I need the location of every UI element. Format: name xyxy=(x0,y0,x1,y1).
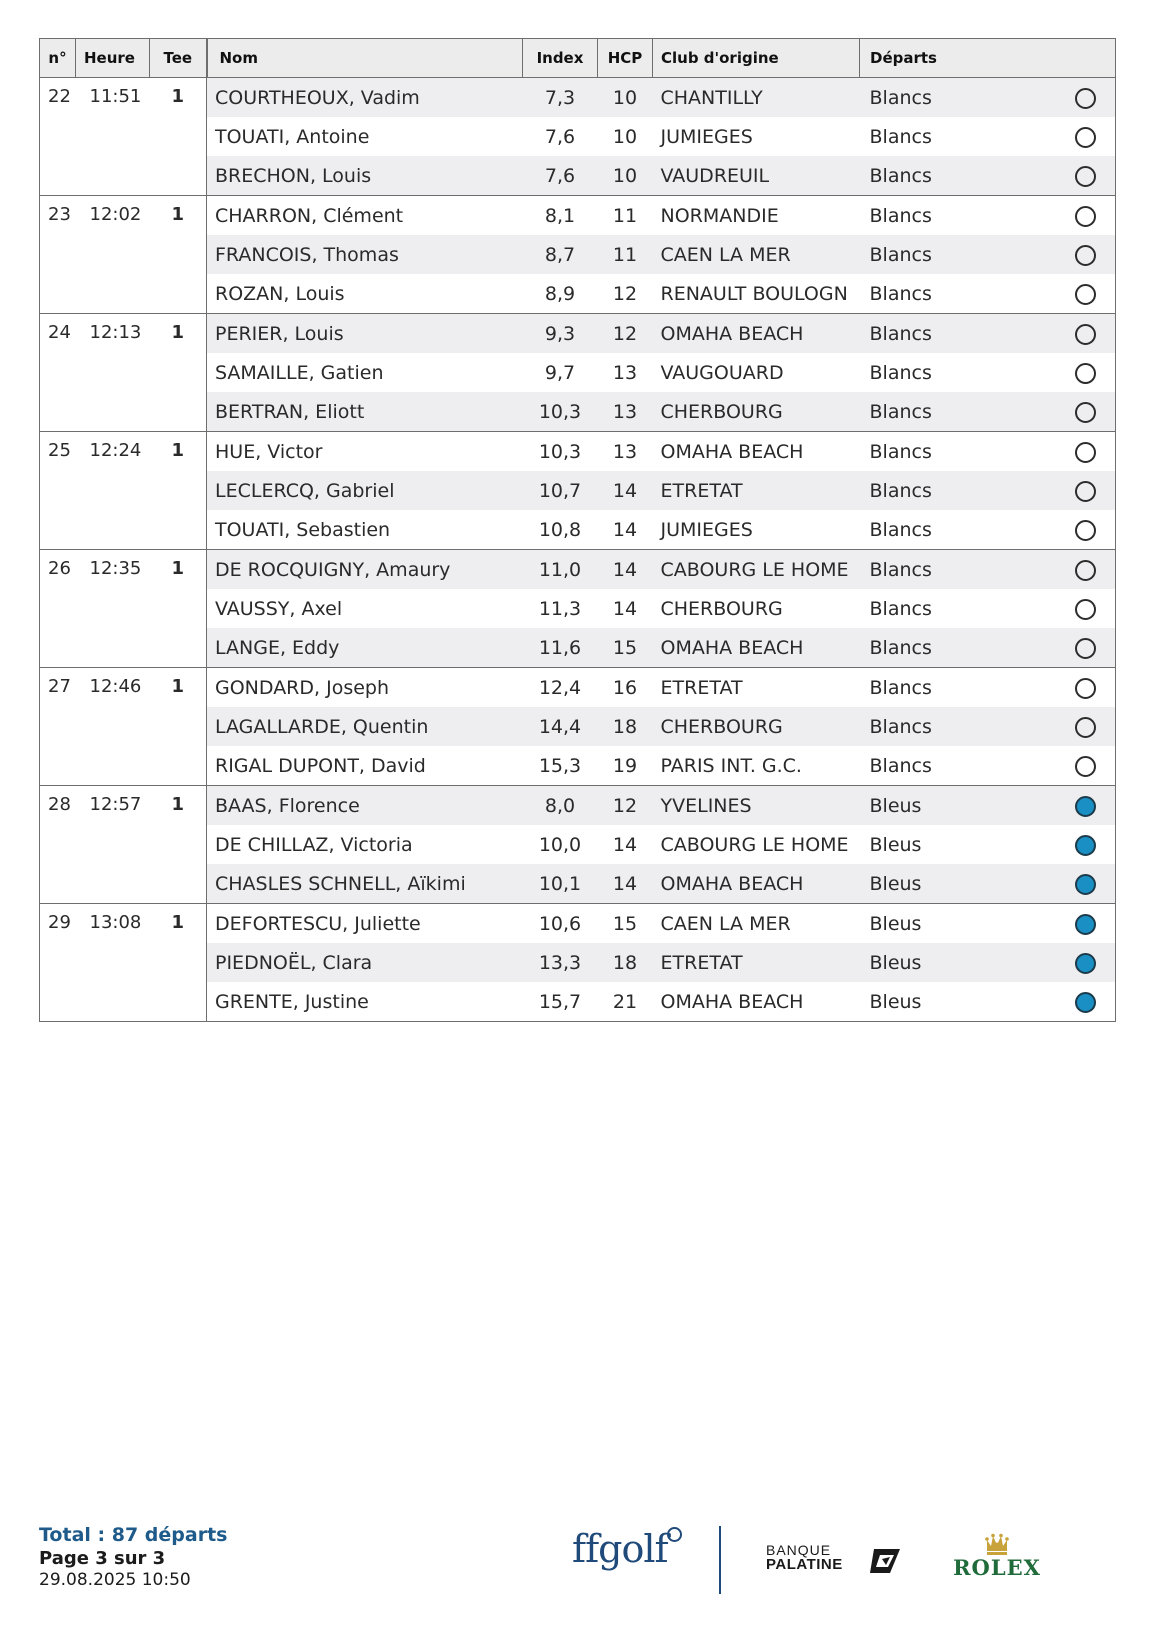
group-number: 24 xyxy=(40,314,76,432)
player-departure: Bleus xyxy=(860,943,1057,982)
player-name: HUE, Victor xyxy=(207,432,523,472)
player-row xyxy=(40,668,1116,708)
player-index: 11,3 xyxy=(538,597,582,620)
player-name: DE CHILLAZ, Victoria xyxy=(207,825,523,864)
white-tee-circle-icon xyxy=(1075,442,1096,463)
player-index: 8,9 xyxy=(544,282,576,305)
group-number: 25 xyxy=(40,432,76,550)
player-index: 10,0 xyxy=(538,833,582,856)
tee-number: 1 xyxy=(150,786,207,904)
player-row xyxy=(40,78,1116,118)
tee-marker-cell xyxy=(1057,668,1116,708)
player-departure: Bleus xyxy=(860,904,1057,944)
player-club: JUMIEGES xyxy=(660,125,753,148)
tee-number: 1 xyxy=(150,196,207,314)
palatine-emblem-icon xyxy=(868,1545,902,1575)
group-number: 27 xyxy=(40,668,76,786)
tee-time: 13:08 xyxy=(76,904,150,1022)
white-tee-circle-icon xyxy=(1075,560,1096,581)
player-index: 8,0 xyxy=(523,786,598,826)
player-departure: Blancs xyxy=(869,754,932,777)
player-index: 14,4 xyxy=(523,707,598,746)
player-departure: Blancs xyxy=(860,196,1057,236)
tee-marker-cell xyxy=(1057,589,1116,628)
tee-number: 1 xyxy=(150,668,207,786)
player-club: OMAHA BEACH xyxy=(660,990,804,1013)
tee-marker-cell xyxy=(1057,78,1116,118)
rolex-word: ROLEX xyxy=(953,1555,1041,1580)
tee-marker-cell xyxy=(1057,510,1116,550)
tee-number: 1 xyxy=(150,432,207,550)
white-tee-circle-icon xyxy=(1075,599,1096,620)
player-departure: Blancs xyxy=(860,235,1057,274)
player-name: CHASLES SCHNELL, Aïkimi xyxy=(207,864,523,904)
player-index: 15,7 xyxy=(538,990,582,1013)
player-name: CHARRON, Clément xyxy=(207,196,523,236)
player-row xyxy=(40,904,1116,944)
col-header-heure: Heure xyxy=(76,39,150,78)
player-club: VAUGOUARD xyxy=(660,361,784,384)
player-index: 7,6 xyxy=(544,125,576,148)
player-club: CHERBOURG xyxy=(660,597,783,620)
tee-marker-cell xyxy=(1057,392,1116,432)
tee-time: 12:35 xyxy=(76,550,150,668)
white-tee-circle-icon xyxy=(1075,717,1096,738)
player-departure: Bleus xyxy=(869,833,922,856)
player-departure: Bleus xyxy=(860,786,1057,826)
player-index: 11,6 xyxy=(523,628,598,668)
player-club: CHANTILLY xyxy=(653,78,860,118)
group-number: 28 xyxy=(40,786,76,904)
player-departure: Blancs xyxy=(869,361,932,384)
tee-marker-cell xyxy=(1057,196,1116,236)
tee-time: 12:02 xyxy=(76,196,150,314)
white-tee-circle-icon xyxy=(1075,127,1096,148)
blue-tee-circle-icon xyxy=(1075,914,1096,935)
col-header-index: Index xyxy=(523,39,598,78)
player-departure: Blancs xyxy=(860,550,1057,590)
player-hcp: 12 xyxy=(612,282,638,305)
player-name: TOUATI, Sebastien xyxy=(207,510,523,550)
white-tee-circle-icon xyxy=(1075,481,1096,502)
table-body xyxy=(40,78,1116,1022)
tee-marker-cell xyxy=(1057,156,1116,196)
player-index: 10,1 xyxy=(523,864,598,904)
player-club: YVELINES xyxy=(653,786,860,826)
player-name: BERTRAN, Eliott xyxy=(207,392,523,432)
player-club: PARIS INT. G.C. xyxy=(660,754,802,777)
player-row xyxy=(40,314,1116,354)
white-tee-circle-icon xyxy=(1075,284,1096,305)
player-departure: Blancs xyxy=(860,392,1057,432)
tee-time: 11:51 xyxy=(76,78,150,196)
ffgolf-wordmark: ffgolf xyxy=(572,1527,668,1571)
player-departure: Bleus xyxy=(869,990,922,1013)
total-departures: Total : 87 départs xyxy=(39,1524,228,1546)
player-club: OMAHA BEACH xyxy=(653,628,860,668)
player-hcp: 21 xyxy=(612,990,638,1013)
player-hcp: 18 xyxy=(598,943,653,982)
player-departure: Blancs xyxy=(860,432,1057,472)
player-hcp: 10 xyxy=(598,78,653,118)
player-hcp: 14 xyxy=(612,518,638,541)
tee-marker-cell xyxy=(1057,746,1116,786)
player-name: LAGALLARDE, Quentin xyxy=(207,707,523,746)
player-hcp: 12 xyxy=(598,314,653,354)
tee-number: 1 xyxy=(150,314,207,432)
player-name: DEFORTESCU, Juliette xyxy=(207,904,523,944)
player-hcp: 13 xyxy=(612,361,638,384)
player-index: 9,3 xyxy=(523,314,598,354)
player-index: 9,7 xyxy=(544,361,576,384)
blue-tee-circle-icon xyxy=(1075,874,1096,895)
player-hcp: 13 xyxy=(598,392,653,432)
player-hcp: 12 xyxy=(598,786,653,826)
player-club: OMAHA BEACH xyxy=(653,864,860,904)
white-tee-circle-icon xyxy=(1075,363,1096,384)
player-index: 15,3 xyxy=(538,754,582,777)
player-club: CAEN LA MER xyxy=(653,904,860,944)
banque-palatine-logo xyxy=(766,1543,906,1583)
player-departure: Bleus xyxy=(860,864,1057,904)
player-name: GRENTE, Justine xyxy=(207,982,523,1022)
white-tee-circle-icon xyxy=(1075,638,1096,659)
tee-marker-cell xyxy=(1057,314,1116,354)
banque-word: BANQUE xyxy=(766,1542,832,1558)
tee-marker-cell xyxy=(1057,786,1116,826)
tee-marker-cell xyxy=(1057,707,1116,746)
player-name: SAMAILLE, Gatien xyxy=(207,353,523,392)
player-hcp: 15 xyxy=(598,904,653,944)
tee-time: 12:46 xyxy=(76,668,150,786)
ffgolf-logo xyxy=(572,1527,687,1587)
group-number: 26 xyxy=(40,550,76,668)
tee-marker-cell xyxy=(1057,117,1116,156)
player-index: 8,1 xyxy=(523,196,598,236)
player-hcp: 13 xyxy=(598,432,653,472)
player-club: CABOURG LE HOME xyxy=(653,550,860,590)
tee-marker-cell xyxy=(1057,353,1116,392)
blue-tee-circle-icon xyxy=(1075,835,1096,856)
white-tee-circle-icon xyxy=(1075,166,1096,187)
player-index: 10,8 xyxy=(538,518,582,541)
player-index: 10,3 xyxy=(523,392,598,432)
tee-number: 1 xyxy=(150,78,207,196)
tee-marker-cell xyxy=(1057,825,1116,864)
col-header-hcp: HCP xyxy=(598,39,653,78)
player-row xyxy=(40,786,1116,826)
player-name: PERIER, Louis xyxy=(207,314,523,354)
player-name: PIEDNOËL, Clara xyxy=(207,943,523,982)
player-hcp: 19 xyxy=(612,754,638,777)
player-index: 10,7 xyxy=(523,471,598,510)
tee-marker-cell xyxy=(1057,628,1116,668)
player-club: ETRETAT xyxy=(653,668,860,708)
start-list-table xyxy=(39,38,1116,1022)
player-hcp: 10 xyxy=(612,125,638,148)
player-name: BRECHON, Louis xyxy=(207,156,523,196)
blue-tee-circle-icon xyxy=(1075,992,1096,1013)
player-departure: Blancs xyxy=(869,518,932,541)
tee-time: 12:13 xyxy=(76,314,150,432)
player-departure: Blancs xyxy=(869,597,932,620)
player-club: RENAULT BOULOGN xyxy=(660,282,848,305)
player-club: ETRETAT xyxy=(653,943,860,982)
player-departure: Blancs xyxy=(869,125,932,148)
col-header-nom: Nom xyxy=(207,39,523,78)
tee-marker-cell xyxy=(1057,432,1116,472)
player-hcp: 16 xyxy=(598,668,653,708)
player-index: 7,3 xyxy=(523,78,598,118)
print-timestamp: 29.08.2025 10:50 xyxy=(39,1570,191,1590)
white-tee-circle-icon xyxy=(1075,520,1096,541)
player-departure: Blancs xyxy=(860,471,1057,510)
palatine-word: PALATINE xyxy=(766,1556,843,1573)
tee-marker-cell xyxy=(1057,864,1116,904)
player-name: COURTHEOUX, Vadim xyxy=(207,78,523,118)
player-hcp: 14 xyxy=(598,864,653,904)
white-tee-circle-icon xyxy=(1075,756,1096,777)
player-club: VAUDREUIL xyxy=(653,156,860,196)
page-number: Page 3 sur 3 xyxy=(39,1548,166,1569)
blue-tee-circle-icon xyxy=(1075,796,1096,817)
col-header-tee: Tee xyxy=(150,39,207,78)
player-index: 10,6 xyxy=(523,904,598,944)
tee-marker-cell xyxy=(1057,550,1116,590)
tee-marker-cell xyxy=(1057,471,1116,510)
player-club: CAEN LA MER xyxy=(653,235,860,274)
crown-icon xyxy=(984,1533,1010,1557)
player-name: LANGE, Eddy xyxy=(207,628,523,668)
logo-divider xyxy=(719,1526,721,1594)
footer-summary xyxy=(39,1524,227,1590)
player-hcp: 14 xyxy=(612,597,638,620)
tee-marker-cell xyxy=(1057,274,1116,314)
group-number: 23 xyxy=(40,196,76,314)
player-departure: Blancs xyxy=(860,668,1057,708)
white-tee-circle-icon xyxy=(1075,678,1096,699)
player-hcp: 14 xyxy=(612,833,638,856)
white-tee-circle-icon xyxy=(1075,245,1096,266)
player-departure: Blancs xyxy=(869,282,932,305)
player-hcp: 11 xyxy=(598,235,653,274)
player-departure: Blancs xyxy=(860,628,1057,668)
tee-marker-cell xyxy=(1057,904,1116,944)
player-name: VAUSSY, Axel xyxy=(207,589,523,628)
col-header-departs: Départs xyxy=(860,39,1116,78)
player-club: NORMANDIE xyxy=(653,196,860,236)
tee-number: 1 xyxy=(150,550,207,668)
rolex-logo xyxy=(952,1533,1042,1593)
tee-marker-cell xyxy=(1057,943,1116,982)
player-index: 13,3 xyxy=(523,943,598,982)
player-name: LECLERCQ, Gabriel xyxy=(207,471,523,510)
player-index: 7,6 xyxy=(523,156,598,196)
player-index: 11,0 xyxy=(523,550,598,590)
white-tee-circle-icon xyxy=(1075,88,1096,109)
player-name: GONDARD, Joseph xyxy=(207,668,523,708)
player-name: BAAS, Florence xyxy=(207,786,523,826)
white-tee-circle-icon xyxy=(1075,402,1096,423)
group-number: 29 xyxy=(40,904,76,1022)
white-tee-circle-icon xyxy=(1075,324,1096,345)
group-number: 22 xyxy=(40,78,76,196)
player-name: ROZAN, Louis xyxy=(207,274,523,314)
player-club: CHERBOURG xyxy=(653,707,860,746)
player-departure: Blancs xyxy=(860,314,1057,354)
player-name: RIGAL DUPONT, David xyxy=(207,746,523,786)
player-index: 8,7 xyxy=(523,235,598,274)
tee-marker-cell xyxy=(1057,235,1116,274)
player-name: TOUATI, Antoine xyxy=(207,117,523,156)
player-row xyxy=(40,432,1116,472)
player-hcp: 14 xyxy=(598,471,653,510)
player-row xyxy=(40,550,1116,590)
tee-marker-cell xyxy=(1057,982,1116,1022)
player-hcp: 14 xyxy=(598,550,653,590)
player-club: OMAHA BEACH xyxy=(653,314,860,354)
tee-time: 12:24 xyxy=(76,432,150,550)
player-index: 12,4 xyxy=(523,668,598,708)
player-club: OMAHA BEACH xyxy=(653,432,860,472)
white-tee-circle-icon xyxy=(1075,206,1096,227)
player-club: CHERBOURG xyxy=(653,392,860,432)
tee-number: 1 xyxy=(150,904,207,1022)
col-header-num: n° xyxy=(40,39,76,78)
blue-tee-circle-icon xyxy=(1075,953,1096,974)
player-name: FRANCOIS, Thomas xyxy=(207,235,523,274)
player-club: ETRETAT xyxy=(653,471,860,510)
player-club: JUMIEGES xyxy=(660,518,753,541)
player-hcp: 15 xyxy=(598,628,653,668)
player-hcp: 11 xyxy=(598,196,653,236)
player-departure: Blancs xyxy=(860,78,1057,118)
table-header xyxy=(40,39,1116,78)
player-hcp: 10 xyxy=(598,156,653,196)
tee-time: 12:57 xyxy=(76,786,150,904)
player-name: DE ROCQUIGNY, Amaury xyxy=(207,550,523,590)
registered-mark-icon xyxy=(667,1527,682,1542)
player-departure: Blancs xyxy=(860,156,1057,196)
player-row xyxy=(40,196,1116,236)
player-departure: Blancs xyxy=(860,707,1057,746)
col-header-club: Club d'origine xyxy=(653,39,860,78)
player-club: CABOURG LE HOME xyxy=(660,833,849,856)
player-index: 10,3 xyxy=(523,432,598,472)
player-hcp: 18 xyxy=(598,707,653,746)
